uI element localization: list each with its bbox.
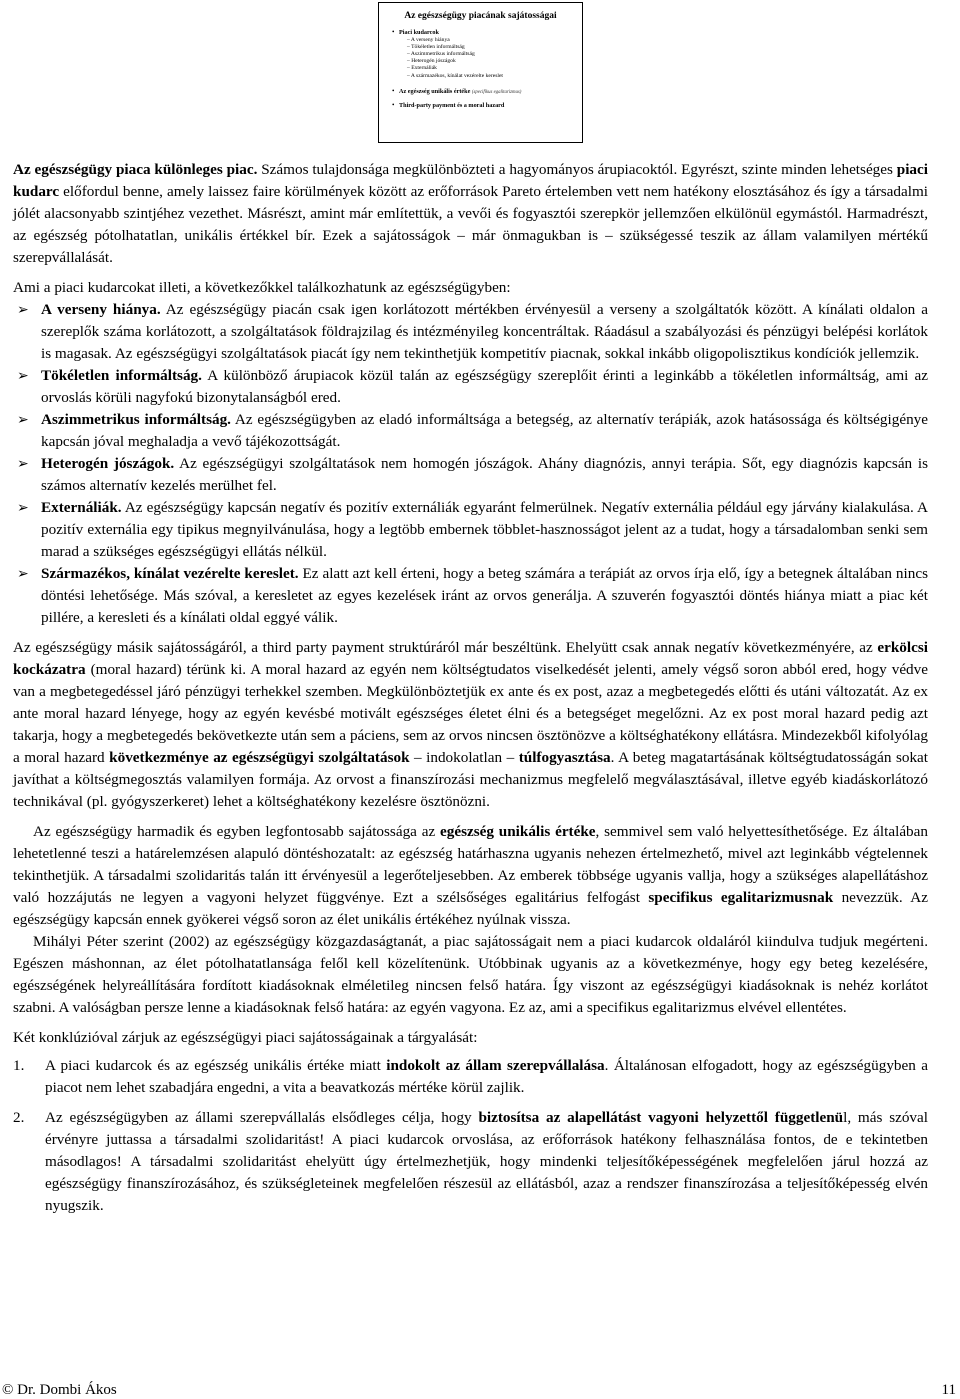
bullet-heading: Aszimmetrikus informáltság. [41, 411, 231, 428]
page-footer [0, 1381, 960, 1399]
slide-bullet [393, 102, 576, 110]
moral-hazard-paragraph [13, 637, 928, 813]
conclusion-item [13, 1107, 928, 1217]
bullet-text: Az egészségügy kapcsán negatív és pozitív externáliák egyaránt felmerülnek. Negatív externália például egy járvány kialakulása. A pozitív externália egy tipikus megnyilvánulása, hogy a legtöbb embernek többlet-hasznosságot jelent az a tudat, hogy a társadalomban senki sem marad a szükséges egészségügyi ellátás nélkül. [41, 499, 928, 560]
paragraph-text: (moral hazard) térünk ki. A moral hazard az egyén nem költségtudatos viselkedését jelenti, amely végső soron abból ered, hogy védve van a megbetegedéssel járó pénzügyi terhekkel szemben. Megkülönböztetjük ex ante és ex post, azaz a megbetegedés előtti és utáni változatát. Az ex ante moral hazard lényege, hogy az egyén kevésbé motivált egészséges életet élni és a betegséget megelőzni. Az ex post moral hazard pedig azt takarja, hogy a megbetegedés bekövetkezte után sem a páciens, sem az orvos nincsen ösztönözve a költséghatékony ellátásra. Mindezekből kifolyólag a moral hazard [13, 661, 928, 766]
paragraph-text: Az egészségügy másik sajátosságáról, a third party payment struktúráról már beszéltünk. Ehelyütt csak annak negatív következményére, az [13, 639, 878, 656]
slide-title: Az egészségügy piacának sajátosságai [404, 11, 557, 21]
bullet-text: Az egészségügy piacán csak igen korlátozott mértékben érvényesül a verseny a szolgáltatók között. A kínálati oldalon a szereplők száma korlátozott, a szolgáltatások földrajzilag és intézményileg koncentráltak. Ráadásul a szabályozási és pénzügyi belépési korlátok is magasak. Az egészségügyi szolgáltatások piacát így nem tekinthetjük kompetitív piacnak, sokkal inkább oligopolisztikus kondíciók jellemzik. [41, 301, 928, 362]
paragraph-text: nevezzük. Az egészségügy kapcsán ennek gyökerei végső soron az élet unikális értékéhez nyúlnak vissza. [13, 889, 928, 928]
slide-sub-item: – Tökéletlen informáltság [407, 44, 576, 51]
intro-text: előfordul benne, amely laissez faire körülmények között az erőforrások Pareto értelemben vett nem hatékony elosztásához és így a társadalmi jólét alacsonyabb szintjéhez vezethet. Másrészt, amint már említettük, a vevői és fogyasztói szerepkör jellemzően elkülönül egymástól. Harmadrészt, az egészség pótolhatatlan, unikális értékkel bír. Ezek a sajátosságok – már önmagukban is – szükségessé teszik az állam valamilyen mértékű szerepvállalását. [13, 183, 928, 266]
intro-bold-term: piaci kudarc [13, 161, 928, 200]
bold-term: indokolt az állam szerepvállalása [386, 1057, 605, 1074]
bullet-item [13, 365, 928, 409]
intro-paragraph [13, 159, 928, 269]
conclusion-item [13, 1055, 928, 1099]
bullet-heading: Tökéletlen informáltság. [41, 367, 202, 384]
bullet-heading: Externáliák. [41, 499, 122, 516]
bullet-heading: Származékos, kínálat vezérelte kereslet. [41, 565, 299, 582]
intro-text: Számos tulajdonsága megkülönbözteti a hagyományos árupiacoktól. Egyrészt, szinte minden lehetséges [257, 161, 897, 178]
slide-bullet-text: Az egészség unikális értéke [399, 87, 471, 95]
slide-bullet-text: Piaci kudarcok [399, 29, 439, 36]
page-number: 11 [941, 1382, 956, 1398]
bold-term: erkölcsi kockázatra [13, 639, 928, 678]
bold-term: biztosítsa az alapellátást vagyoni helyzettől függetlenü [478, 1109, 844, 1126]
slide-bullet-note: (specifikus egalitarizmus) [471, 89, 522, 95]
paragraph-text: . Általánosan elfogadott, hogy az egészségügyben a piacot nem lehet szabadjára engedni, a vita a beavatkozás mértéke körül zajlik. [45, 1057, 928, 1096]
slide-bullet [393, 88, 576, 97]
slide-bullet [393, 29, 576, 80]
intro-bold-lead: Az egészségügy piaca különleges piac. [13, 161, 258, 178]
bullet-text: A különböző árupiacok közül talán az egészségügy szereplőit érinti a leginkább a tökéletlen informáltság, ami az orvoslás körüli nagyfokú bizonytalanságból ered. [41, 367, 928, 406]
paragraph-text: , semmivel sem való helyettesíthetősége. Ez általában lehetetlenné teszi a határelemzésen alapuló döntéshozatalt: az egészség határhaszna ugyanis nehezen értelmezhető, mivel azt leginkább végtelennek tekinthetjük. A társadalmi szolidaritás talán itt érvényesül a legerőteljesebben. Az emberek többsége ugyanis vallja, hogy a szükséges alapellátáshoz való hozzájutás ne legyen a vagyoni helyzet függvénye. Ezt a szélsőséges egalitárius felfogást [13, 823, 928, 906]
conclusion-intro: Két konklúzióval zárjuk az egészségügyi piaci sajátosságainak a tárgyalását: [13, 1029, 478, 1046]
bullet-text: Az egészségügyben az eladó informáltsága a betegség, az alternatív terápiák, azok hatásossága és költségigénye kapcsán jóval meghaladja a vevő tájékozottságát. [41, 411, 928, 450]
paragraph-text: Az egészségügy harmadik és egyben legfontosabb sajátossága az [33, 823, 440, 840]
slide-bullet-text: Third-party payment és a moral hazard [399, 102, 505, 110]
slide-sub-item: – Aszimmetrikus informáltság [407, 51, 576, 58]
document-body [13, 159, 928, 1217]
conclusion-number: 1. [13, 1057, 25, 1074]
bold-term: következménye az egészségügyi szolgáltatások [109, 749, 410, 766]
bullet-heading: A verseny hiánya. [41, 301, 161, 318]
paragraph-text: l, más szóval érvényre juttassa a társadalmi szolidaritást! A piaci kudarcok orvoslása, az erőforrások hatékony felhasználása fontos, de e tekintetben másodlagos! A társadalmi szolidaritást ehelyütt úgy értelmezhetjük, hogy mindenki teljesítőképességének megfelelően járul hozzá az egészségügy finanszírozásához, és szükségleteinek megfelelően részesül az ellátásból, azaz a rendszer finanszírozása a teljesítőképesség elvén nyugszik. [45, 1109, 928, 1214]
bullet-item [13, 453, 928, 497]
bullet-item [13, 409, 928, 453]
bold-term: specifikus egalitarizmusnak [648, 889, 834, 906]
paragraph-text: A piaci kudarcok és az egészség unikális értéke miatt [45, 1057, 387, 1074]
bullet-item [13, 563, 928, 629]
kudarc-intro: Ami a piaci kudarcokat illeti, a következőkkel találkozhatunk az egészségügyben: [13, 279, 511, 296]
slide-sub-item: – A verseny hiánya [407, 37, 576, 44]
slide-sub-item: – Heterogén jószágok [407, 58, 576, 65]
bullet-text: Az egészségügyi szolgáltatások nem homogén jószágok. Ahány diagnózis, annyi terápia. Sőt, egy diagnózis kapcsán is számos alternatív kezelés merülhet fel. [41, 455, 928, 494]
unique-value-paragraph [13, 821, 928, 931]
slide-thumbnail [378, 2, 583, 143]
conclusion-number: 2. [13, 1109, 25, 1126]
slide-bullet-list [393, 29, 576, 110]
slide-sub-item: – Externáliák [407, 65, 576, 72]
paragraph-text: Az egészségügyben az állami szerepvállalás elsődleges célja, hogy [45, 1109, 479, 1126]
bullet-heading: Heterogén jószágok. [41, 455, 175, 472]
bullet-item [13, 497, 928, 563]
footer-author: © Dr. Dombi Ákos [2, 1382, 117, 1398]
slide-sub-item: – A származékos, kínálat vezérelte kereslet [407, 73, 576, 80]
paragraph-text: – indokolatlan – [409, 749, 519, 766]
bold-term: túlfogyasztása [518, 749, 611, 766]
bullet-text: Ez alatt azt kell érteni, hogy a beteg számára a terápiát az orvos írja elő, így a betegnek általában nincs döntési lehetősége. Más szóval, a keresletet az egyes kezelések iránt az orvos generálja. A szuverén fogyasztói döntés hiánya miatt a piac két pillére, a keresleti és a kínálati oldal eggyé válik. [41, 565, 928, 626]
mihalyi-paragraph: Mihályi Péter szerint (2002) az egészségügy közgazdaságtanát, a piac sajátosságait nem a piaci kudarcok oldaláról kiindulva tudjuk megérteni. Egészen máshonnan, az élet pótolhatatlansága felől kell közelítenünk. Utóbbinak ugyanis az a következménye, hogy egy beteg kezelésére, egészségének helyreállítására fordított kiadásoknak elméletileg nincsen felső határa. Így viszont az egészségügyi kiadásoknak is nehéz korlátot szabni. A valóságban persze lenne a kiadásoknak felső határa: az egyén vagyona. Ez az, ami a specifikus egalitarizmus elvével ellentétes. [13, 933, 928, 1016]
slide-sub-list [399, 37, 576, 80]
bullet-item [13, 299, 928, 365]
bold-term: egészség unikális értéke [440, 823, 596, 840]
paragraph-text: . A beteg magatartásának költségtudatosságán sokat javíthat a költségmegosztás valamilyen formája. Az orvost a finanszírozási mechanizmus megfelelő megválasztásával, illetve egyéb kiadáskorlátozó technikával (pl. gyógyszerkeret) lehet a költséghatékony kezelésre ösztönözni. [13, 749, 929, 810]
